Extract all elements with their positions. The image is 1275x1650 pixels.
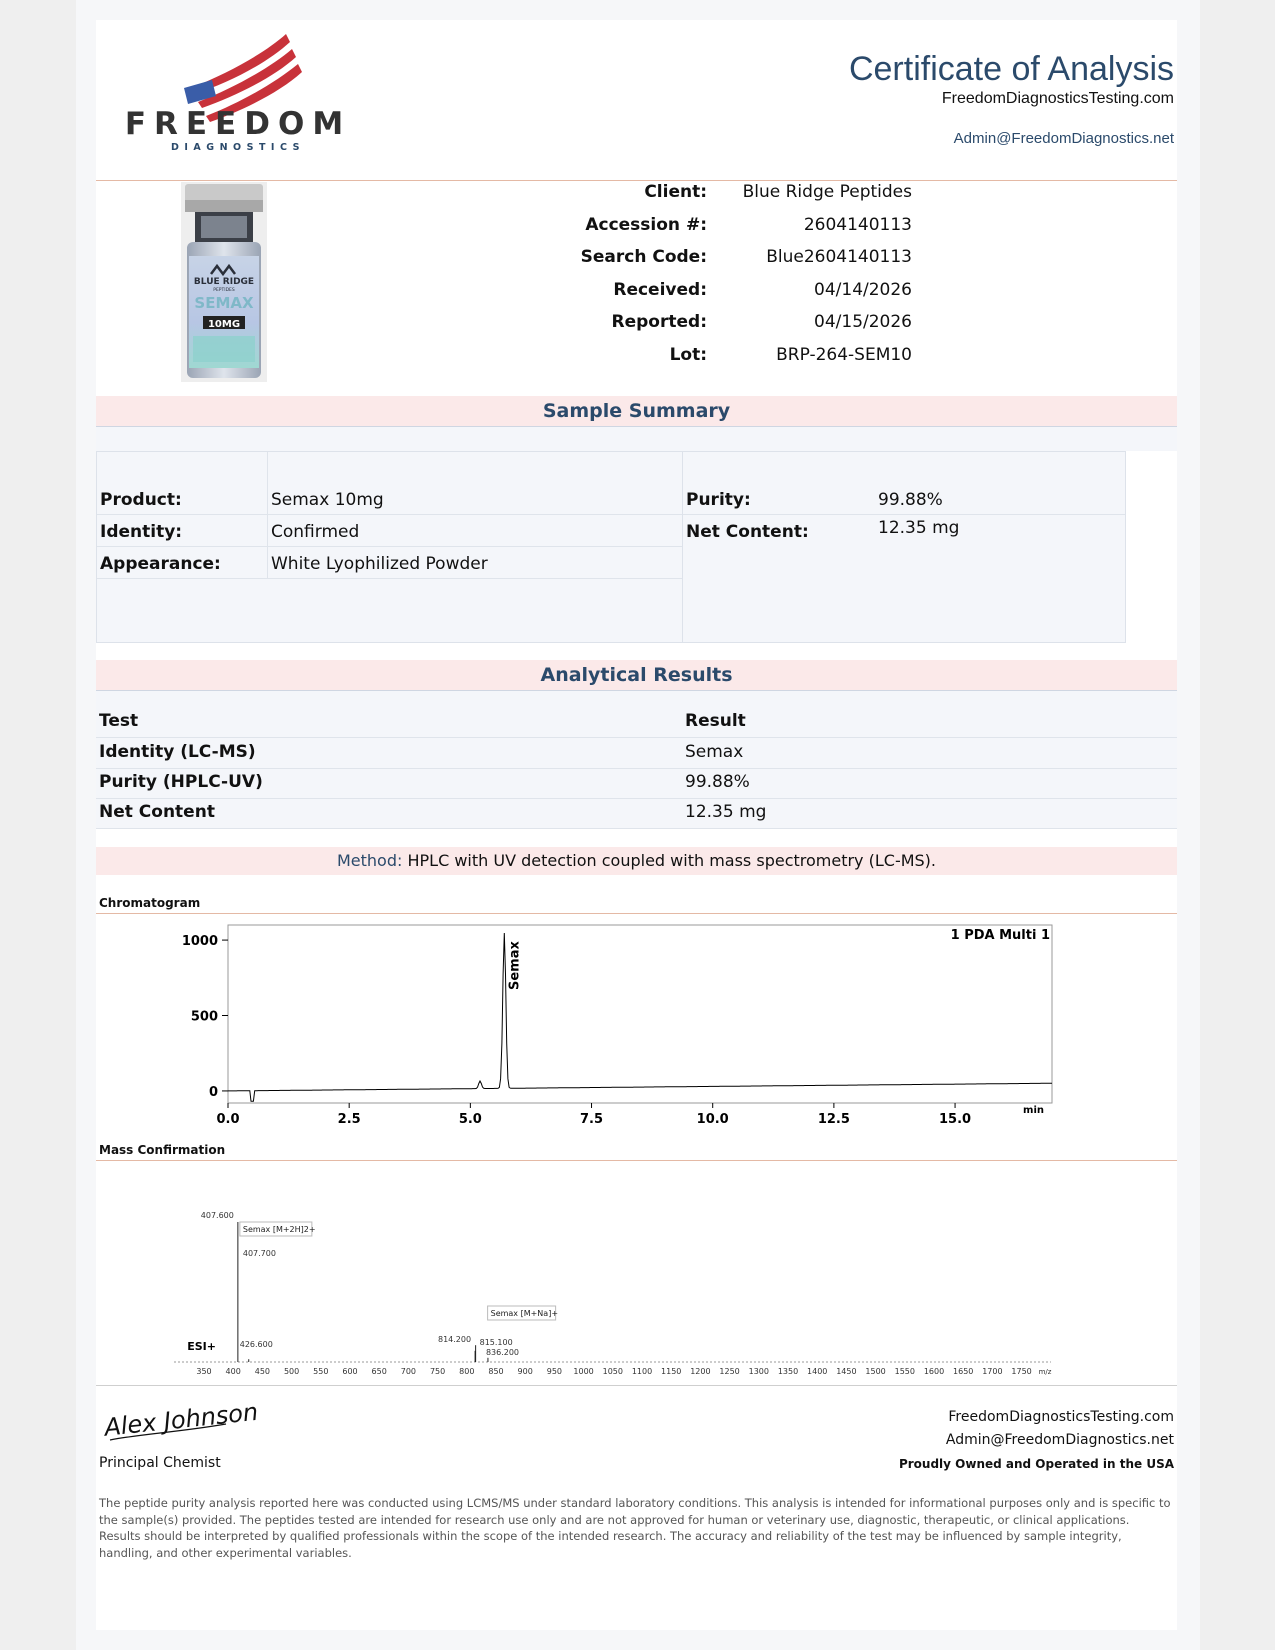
peak-mz-label: 836.200 (485, 1348, 520, 1357)
vial-brand: BLUE RIDGE (193, 277, 255, 287)
logo-subtitle: DIAGNOSTICS (171, 142, 305, 153)
chromatogram-chart (96, 915, 1124, 1140)
info-value: BRP-264-SEM10 (776, 344, 912, 365)
chromatogram-trace (228, 933, 1052, 1101)
x-tick-label: 1250 (719, 1367, 740, 1376)
peak-annotation: Semax [M+2H]2+ (242, 1225, 316, 1234)
x-tick-label: 450 (254, 1367, 271, 1376)
info-label: Search Code: (580, 247, 707, 267)
x-tick-label: 0.0 (216, 1112, 240, 1127)
footer-website: FreedomDiagnosticsTesting.com (948, 1409, 1174, 1425)
x-tick-label: 1150 (661, 1367, 682, 1376)
x-tick-label: 1200 (690, 1367, 711, 1376)
peak-annotation: Semax [M+Na]+ (490, 1309, 559, 1318)
x-tick-label: 1350 (777, 1367, 799, 1376)
x-tick-label: 650 (371, 1367, 387, 1376)
mass-confirmation-divider (96, 1160, 1177, 1161)
y-tick-label: 1000 (181, 934, 218, 950)
sample-summary-banner: Sample Summary (96, 396, 1177, 427)
x-unit-label: min (1023, 1105, 1044, 1116)
summary-label: Net Content: (686, 522, 809, 542)
info-label: Received: (613, 279, 707, 300)
method-text: HPLC with UV detection coupled with mass spectrometry (LC-MS). (407, 851, 936, 870)
x-tick-label: 1550 (894, 1367, 915, 1376)
summary-value: Semax 10mg (271, 490, 384, 510)
x-tick-label: 600 (342, 1367, 358, 1376)
chromatogram-frame (228, 925, 1052, 1103)
x-tick-label: 700 (400, 1367, 417, 1376)
info-value: 04/15/2026 (814, 312, 912, 332)
peak-mz-label: 815.100 (479, 1338, 513, 1347)
x-tick-label: 1450 (836, 1367, 857, 1376)
info-label: Reported: (611, 312, 707, 332)
test-result: 99.88% (685, 772, 750, 792)
x-tick-label: 15.0 (939, 1112, 972, 1127)
test-name: Identity (LC-MS) (99, 742, 256, 762)
x-tick-label: 7.5 (580, 1112, 604, 1127)
summary-label: Identity: (100, 522, 183, 542)
mass-spectrum-chart (96, 1162, 1124, 1376)
x-tick-label: 750 (429, 1367, 446, 1376)
table-header-row (96, 707, 1177, 738)
info-value: Blue Ridge Peptides (742, 182, 912, 202)
x-tick-label: 800 (459, 1367, 475, 1376)
x-unit-label: m/z (1038, 1368, 1052, 1376)
x-tick-label: 12.5 (817, 1112, 850, 1127)
header-email: Admin@FreedomDiagnostics.net (953, 130, 1174, 147)
info-value: Blue2604140113 (766, 247, 912, 267)
sample-summary-right (682, 451, 1126, 643)
header-website: FreedomDiagnosticsTesting.com (941, 90, 1174, 107)
sample-summary-left (96, 451, 684, 643)
x-tick-label: 2.5 (337, 1112, 361, 1127)
ionization-mode: ESI+ (187, 1340, 216, 1353)
test-name: Net Content (99, 802, 215, 822)
table-row (96, 798, 1177, 829)
detector-label: 1 PDA Multi 1 (950, 928, 1050, 943)
y-tick-label: 0 (208, 1084, 218, 1100)
analytical-results-table (96, 691, 1177, 828)
test-result: 12.35 mg (685, 802, 767, 822)
x-tick-label: 1000 (573, 1367, 594, 1376)
peak-mz-label: 426.600 (239, 1340, 273, 1349)
analytical-results-banner: Analytical Results (96, 660, 1177, 691)
footer-tagline: Proudly Owned and Operated in the USA (898, 1457, 1174, 1471)
x-tick-label: 900 (517, 1367, 533, 1376)
page-title: Certificate of Analysis (848, 50, 1174, 88)
x-tick-label: 400 (225, 1367, 241, 1376)
disclaimer-text: The peptide purity analysis reported here was conducted using LCMS/MS under standard laboratory conditions. This analysis is intended for informational purposes only and is specific to the sample(s) provided. The peptides tested are intended for research use only and are not approved for human or veterinary use, diagnostic, therapeutic, or clinical applications. Results should be interpreted by qualified professionals within the scope of the intended research. The accuracy and reliability of the test may be influenced by sample integrity, handling, and other experimental variables. (99, 1496, 1171, 1560)
chromatogram-title: Chromatogram (99, 896, 201, 910)
summary-value: White Lyophilized Powder (271, 554, 488, 574)
freedom-diagnostics-logo (124, 32, 352, 157)
vial-brand-sub: PEPTIDES (213, 288, 235, 293)
product-vial-image (181, 182, 267, 382)
summary-value: 99.88% (878, 490, 943, 510)
chemist-role: Principal Chemist (99, 1455, 221, 1471)
x-tick-label: 1750 (1011, 1367, 1032, 1376)
table-row (96, 738, 1177, 769)
certificate-page (96, 20, 1177, 1630)
info-value: 04/14/2026 (814, 279, 912, 300)
table-row (96, 768, 1177, 799)
x-tick-label: 1500 (865, 1367, 886, 1376)
x-tick-label: 550 (313, 1367, 329, 1376)
x-tick-label: 1650 (953, 1367, 974, 1376)
summary-label: Purity: (686, 490, 751, 510)
y-tick-label: 500 (190, 1009, 218, 1025)
info-value: 2604140113 (803, 214, 912, 235)
peak-mz-label: 814.200 (437, 1335, 472, 1344)
info-label: Accession #: (585, 214, 707, 235)
result-column-header: Result (685, 711, 746, 731)
x-tick-label: 1050 (602, 1367, 623, 1376)
x-tick-label: 1100 (631, 1367, 653, 1376)
summary-label: Product: (100, 490, 182, 510)
method-label: Method: (336, 851, 403, 870)
signature-image (100, 1390, 260, 1450)
signature-text: Alex Johnson (103, 1397, 260, 1442)
vial-product-name: SEMAX (194, 294, 254, 312)
summary-label: Appearance: (100, 554, 221, 574)
peak-mz-label: 407.600 (200, 1211, 234, 1220)
summary-value: 12.35 mg (878, 518, 960, 538)
logo-wordmark: FREEDOM (124, 106, 352, 142)
x-tick-label: 10.0 (696, 1112, 729, 1127)
x-tick-label: 1400 (807, 1367, 828, 1376)
x-tick-label: 1700 (982, 1367, 1003, 1376)
x-tick-label: 1300 (748, 1367, 769, 1376)
sample-summary-spacer (96, 427, 1177, 451)
peak-label: Semax (507, 941, 523, 991)
mass-confirmation-title: Mass Confirmation (99, 1143, 226, 1157)
vial-dose: 10MG (207, 319, 241, 330)
test-name: Purity (HPLC-UV) (99, 772, 263, 792)
x-tick-label: 500 (283, 1367, 300, 1376)
x-tick-label: 1600 (923, 1367, 945, 1376)
x-tick-label: 950 (546, 1367, 563, 1376)
test-result: Semax (685, 742, 744, 762)
x-tick-label: 850 (488, 1367, 504, 1376)
footer-divider (96, 1385, 1177, 1386)
method-bar (96, 847, 1177, 875)
test-column-header: Test (99, 711, 139, 731)
peak-mz-label: 407.700 (242, 1249, 276, 1258)
footer-email: Admin@FreedomDiagnostics.net (945, 1432, 1174, 1448)
chromatogram-divider (96, 913, 1177, 914)
x-tick-label: 350 (196, 1367, 212, 1376)
info-label: Client: (644, 182, 707, 202)
header-divider (96, 180, 1177, 181)
x-tick-label: 5.0 (458, 1112, 482, 1127)
summary-value: Confirmed (271, 522, 360, 542)
info-label: Lot: (669, 344, 707, 365)
